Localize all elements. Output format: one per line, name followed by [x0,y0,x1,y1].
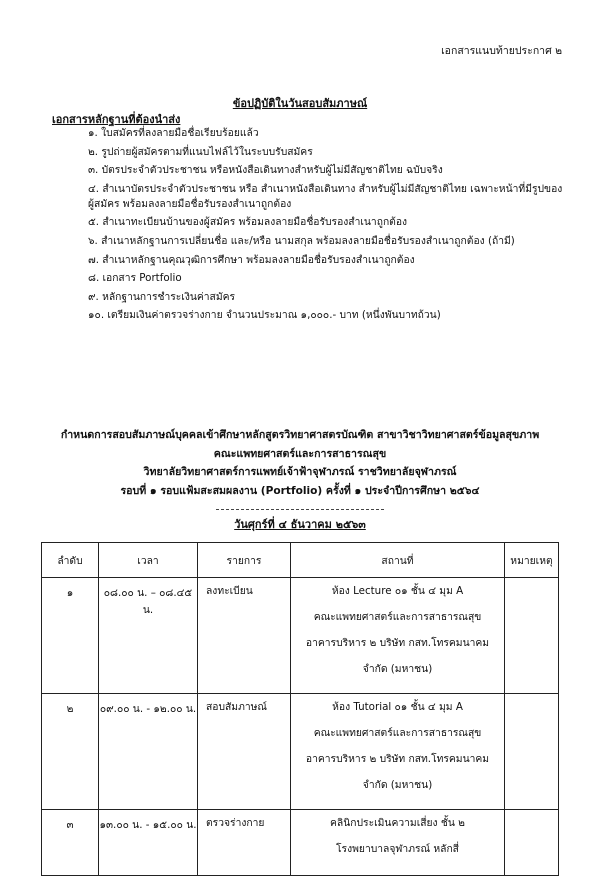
cell-note [505,578,559,694]
schedule-heading-line: วิทยาลัยวิทยาศาสตร์การแพทย์เจ้าฟ้าจุฬาภรณ์ ราชวิทยาลัยจุฬาภรณ์ [143,466,457,478]
annex-label: เอกสารแนบท้ายประกาศ ๒ [441,45,562,57]
list-item: ๒. รูปถ่ายผู้สมัครตามที่แนบไฟล์ไว้ในระบบรับสมัคร [88,145,313,158]
schedule-heading [0,426,600,500]
cell-time: ๐๘.๐๐ น. – ๐๘.๔๕ น. [99,578,198,694]
cell-time: ๑๓.๐๐ น. - ๑๕.๐๐ น. [99,810,198,876]
divider [216,509,384,510]
cell-item: ตรวจร่างกาย [198,810,291,876]
cell-place: ห้อง Tutorial ๐๑ ชั้น ๔ มุม A คณะแพทยศาสตร์และการสาธารณสุข อาคารบริหาร ๒ บริษัท กสท.โทรคมนาคม จำกัด (มหาชน) [291,694,505,810]
list-item: ๘. เอกสาร Portfolio [88,272,182,285]
header-no: ลำดับ [42,543,99,578]
table-row [42,810,559,876]
documents-heading: เอกสารหลักฐานที่ต้องนำส่ง [52,113,181,126]
list-item: ๓. บัตรประจำตัวประชาชน หรือหนังสือเดินทางสำหรับผู้ไม่มีสัญชาติไทย ฉบับจริง [88,164,443,177]
list-item: ๕. สำเนาทะเบียนบ้านของผู้สมัคร พร้อมลงลายมือชื่อรับรองสำเนาถูกต้อง [88,216,408,229]
schedule-heading-line: คณะแพทยศาสตร์และการสาธารณสุข [213,447,387,460]
header-note: หมายเหตุ [505,543,559,578]
cell-item: สอบสัมภาษณ์ [198,694,291,810]
list-item: ๔. สำเนาบัตรประจำตัวประชาชน หรือ สำเนาหนังสือเดินทาง สำหรับผู้ไม่มีสัญชาติไทย เฉพาะหน้าที่มีรูปของ ผู้สมัคร พร้อมลงลายมือชื่อรับรองสำเนาถูกต้อง [88,182,563,210]
cell-note [505,810,559,876]
schedule-table [41,542,559,876]
header-item: รายการ [198,543,291,578]
list-item: ๑. ใบสมัครที่ลงลายมือชื่อเรียบร้อยแล้ว [88,127,259,139]
list-item: ๑๐. เตรียมเงินค่าตรวจร่างกาย จำนวนประมาณ ๑,๐๐๐.- บาท (หนึ่งพันบาทถ้วน) [88,309,441,322]
list-item: ๗. สำเนาหลักฐานคุณวุฒิการศึกษา พร้อมลงลายมือชื่อรับรองสำเนาถูกต้อง [88,253,415,266]
schedule-heading-line: กำหนดการสอบสัมภาษณ์บุคคลเข้าศึกษาหลักสูตรวิทยาศาสตรบัณฑิต สาขาวิชาวิทยาศาสตร์ข้อมูลสุขภาพ [60,429,540,441]
page-title: ข้อปฏิบัติในวันสอบสัมภาษณ์ [232,97,368,110]
cell-time: ๐๙.๐๐ น. - ๑๒.๐๐ น. [99,694,198,810]
list-item: ๖. สำเนาหลักฐานการเปลี่ยนชื่อ และ/หรือ นามสกุล พร้อมลงลายมือชื่อรับรองสำเนาถูกต้อง (ถ้ามี) [88,234,515,247]
cell-no: ๒ [42,694,99,810]
cell-place: ห้อง Lecture ๐๑ ชั้น ๔ มุม A คณะแพทยศาสตร์และการสาธารณสุข อาคารบริหาร ๒ บริษัท กสท.โทรคมนาคม จำกัด (มหาชน) [291,578,505,694]
cell-item: ลงทะเบียน [198,578,291,694]
cell-place: คลินิกประเมินความเสี่ยง ชั้น ๒ โรงพยาบาลจุฬาภรณ์ หลักสี่ [291,810,505,876]
table-row [42,578,559,694]
header-place: สถานที่ [291,543,505,578]
documents-list [88,126,578,327]
schedule-heading-line: รอบที่ ๑ รอบแฟ้มสะสมผลงาน (Portfolio) ครั้งที่ ๑ ประจำปีการศึกษา ๒๕๖๔ [120,484,480,497]
table-row [42,694,559,810]
list-item: ๙. หลักฐานการชำระเงินค่าสมัคร [88,290,236,303]
cell-note [505,694,559,810]
table-header-row [42,543,559,578]
schedule-date: วันศุกร์ที่ ๔ ธันวาคม ๒๕๖๓ [234,518,366,531]
header-time: เวลา [99,543,198,578]
cell-no: ๑ [42,578,99,694]
cell-no: ๓ [42,810,99,876]
